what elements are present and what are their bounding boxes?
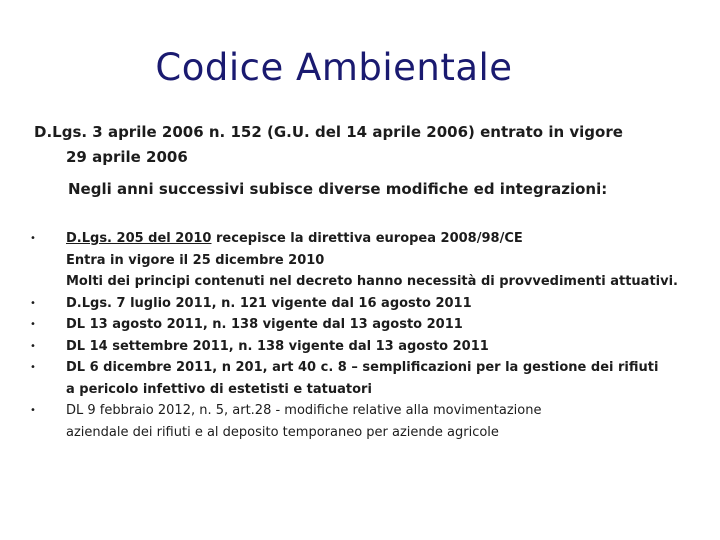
list-item-text: D.Lgs. 7 luglio 2011, n. 121 vigente dal 16 agosto 2011	[66, 295, 472, 311]
modifications-subtitle: Negli anni successivi subisce diverse modifiche ed integrazioni:	[68, 180, 608, 198]
list-item-text: Entra in vigore il 25 dicembre 2010	[66, 252, 325, 268]
list-item-text: aziendale dei rifiuti e al deposito temporaneo per aziende agricole	[66, 424, 499, 440]
list-item-text: DL 13 agosto 2011, n. 138 vigente dal 13 agosto 2011	[66, 317, 463, 332]
list-item	[30, 314, 690, 336]
list-item	[30, 357, 690, 379]
list-item	[30, 250, 690, 272]
list-item	[30, 228, 690, 250]
list-item	[30, 379, 690, 401]
list-item-text: a pericolo infettivo di estetisti e tatuatori	[66, 381, 372, 397]
list-item-text: recepisce la direttiva europea 2008/98/CE	[211, 231, 523, 246]
slide-title: Codice Ambientale	[155, 46, 513, 89]
list-item	[30, 422, 690, 444]
list-item-text: DL 9 febbraio 2012, n. 5, art.28 - modifiche relative alla movimentazione	[66, 403, 542, 418]
list-item	[30, 293, 690, 315]
bullet-icon: •	[30, 405, 36, 416]
list-item	[30, 271, 690, 293]
list-item	[30, 400, 690, 422]
list-item-text: DL 14 settembre 2011, n. 138 vigente dal 13 agosto 2011	[66, 338, 489, 354]
bullet-icon: •	[30, 233, 36, 244]
bullet-icon: •	[30, 340, 36, 352]
bullet-icon: •	[30, 297, 36, 309]
intro-line-2: 29 aprile 2006	[66, 148, 188, 166]
bullet-icon: •	[30, 319, 36, 330]
modifications-list	[30, 228, 690, 443]
list-item-text: DL 6 dicembre 2011, n 201, art 40 c. 8 – semplificazioni per la gestione dei rifiuti	[66, 360, 659, 375]
list-item	[30, 336, 690, 358]
decree-link-2010: D.Lgs. 205 del 2010	[66, 231, 212, 246]
intro-paragraph	[34, 120, 694, 170]
list-item-text: Molti dei principi contenuti nel decreto hanno necessità di provvedimenti attuativi.	[66, 274, 678, 289]
bullet-icon: •	[30, 362, 36, 373]
intro-line-1: D.Lgs. 3 aprile 2006 n. 152 (G.U. del 14 aprile 2006) entrato in vigore	[34, 123, 623, 141]
